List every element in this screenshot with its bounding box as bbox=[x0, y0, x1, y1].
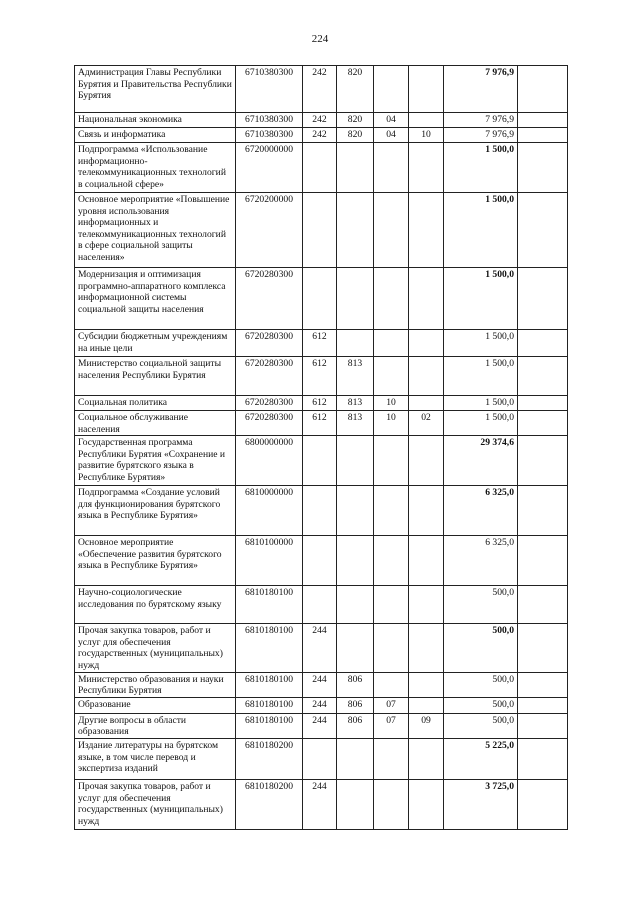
row-name: Социальное обслуживание населения bbox=[75, 411, 236, 436]
row-pr bbox=[409, 268, 444, 330]
row-name: Прочая закупка товаров, работ и услуг для обеспечения государственных (муниципальных) нужд bbox=[75, 624, 236, 672]
row-rz bbox=[374, 672, 409, 697]
row-gr: 813 bbox=[337, 411, 374, 436]
row-rz bbox=[374, 586, 409, 624]
row-rz bbox=[374, 268, 409, 330]
row-pr bbox=[409, 672, 444, 697]
row-name: Издание литературы на бурятском языке, в том числе перевод и экспертиза изданий bbox=[75, 738, 236, 779]
row-code: 6720200000 bbox=[236, 193, 303, 268]
row-pr: 02 bbox=[409, 411, 444, 436]
row-code: 6810180100 bbox=[236, 586, 303, 624]
row-name: Другие вопросы в области образования bbox=[75, 713, 236, 738]
row-sum: 1 500,0 bbox=[444, 330, 518, 357]
table-row bbox=[75, 268, 568, 330]
row-pr bbox=[409, 357, 444, 396]
row-extra bbox=[518, 624, 568, 672]
row-sum: 6 325,0 bbox=[444, 486, 518, 536]
row-extra bbox=[518, 486, 568, 536]
row-extra bbox=[518, 113, 568, 128]
row-vr: 244 bbox=[303, 624, 337, 672]
row-code: 6810180200 bbox=[236, 738, 303, 779]
row-code: 6720000000 bbox=[236, 143, 303, 193]
row-sum: 1 500,0 bbox=[444, 268, 518, 330]
row-vr bbox=[303, 193, 337, 268]
row-vr bbox=[303, 486, 337, 536]
row-rz: 07 bbox=[374, 697, 409, 713]
table-row bbox=[75, 779, 568, 829]
row-pr bbox=[409, 66, 444, 113]
table-row bbox=[75, 586, 568, 624]
row-code: 6710380300 bbox=[236, 66, 303, 113]
row-extra bbox=[518, 357, 568, 396]
row-pr bbox=[409, 396, 444, 411]
row-pr bbox=[409, 697, 444, 713]
row-code: 6810180100 bbox=[236, 672, 303, 697]
row-extra bbox=[518, 193, 568, 268]
row-pr bbox=[409, 486, 444, 536]
row-extra bbox=[518, 396, 568, 411]
table-row bbox=[75, 697, 568, 713]
row-rz: 10 bbox=[374, 411, 409, 436]
row-vr: 612 bbox=[303, 396, 337, 411]
row-rz: 07 bbox=[374, 713, 409, 738]
row-vr bbox=[303, 143, 337, 193]
row-sum: 29 374,6 bbox=[444, 436, 518, 486]
row-pr: 10 bbox=[409, 128, 444, 143]
row-sum: 7 976,9 bbox=[444, 66, 518, 113]
table-row bbox=[75, 738, 568, 779]
row-rz bbox=[374, 436, 409, 486]
table-row bbox=[75, 624, 568, 672]
row-extra bbox=[518, 66, 568, 113]
row-rz bbox=[374, 536, 409, 586]
row-sum: 5 225,0 bbox=[444, 738, 518, 779]
row-gr bbox=[337, 143, 374, 193]
row-code: 6810180100 bbox=[236, 713, 303, 738]
row-sum: 500,0 bbox=[444, 713, 518, 738]
row-extra bbox=[518, 536, 568, 586]
table-row bbox=[75, 713, 568, 738]
row-sum: 1 500,0 bbox=[444, 193, 518, 268]
row-vr: 612 bbox=[303, 357, 337, 396]
row-code: 6720280300 bbox=[236, 268, 303, 330]
row-pr bbox=[409, 113, 444, 128]
row-extra bbox=[518, 330, 568, 357]
row-vr: 244 bbox=[303, 713, 337, 738]
row-sum: 6 325,0 bbox=[444, 536, 518, 586]
row-extra bbox=[518, 697, 568, 713]
row-name: Образование bbox=[75, 697, 236, 713]
row-vr bbox=[303, 738, 337, 779]
row-pr bbox=[409, 143, 444, 193]
row-vr: 242 bbox=[303, 113, 337, 128]
row-extra bbox=[518, 128, 568, 143]
row-vr bbox=[303, 436, 337, 486]
row-sum: 1 500,0 bbox=[444, 411, 518, 436]
row-gr bbox=[337, 586, 374, 624]
row-vr: 612 bbox=[303, 330, 337, 357]
row-name: Министерство социальной защиты населения Республики Бурятия bbox=[75, 357, 236, 396]
table-row bbox=[75, 436, 568, 486]
table-row bbox=[75, 672, 568, 697]
table-row bbox=[75, 357, 568, 396]
row-code: 6720280300 bbox=[236, 396, 303, 411]
row-extra bbox=[518, 436, 568, 486]
row-gr bbox=[337, 330, 374, 357]
row-sum: 1 500,0 bbox=[444, 143, 518, 193]
page-number: 224 bbox=[311, 33, 329, 45]
row-extra bbox=[518, 713, 568, 738]
row-vr bbox=[303, 536, 337, 586]
row-rz: 10 bbox=[374, 396, 409, 411]
row-vr: 244 bbox=[303, 672, 337, 697]
row-gr bbox=[337, 486, 374, 536]
row-sum: 1 500,0 bbox=[444, 396, 518, 411]
row-gr: 820 bbox=[337, 113, 374, 128]
row-extra bbox=[518, 586, 568, 624]
row-rz bbox=[374, 143, 409, 193]
row-sum: 7 976,9 bbox=[444, 113, 518, 128]
row-gr: 806 bbox=[337, 672, 374, 697]
row-code: 6810180100 bbox=[236, 697, 303, 713]
row-pr bbox=[409, 436, 444, 486]
row-code: 6710380300 bbox=[236, 113, 303, 128]
row-name: Национальная экономика bbox=[75, 113, 236, 128]
table-row bbox=[75, 128, 568, 143]
row-pr bbox=[409, 738, 444, 779]
row-code: 6720280300 bbox=[236, 357, 303, 396]
row-name: Научно-социологические исследования по бурятскому языку bbox=[75, 586, 236, 624]
row-code: 6720280300 bbox=[236, 330, 303, 357]
row-gr bbox=[337, 268, 374, 330]
row-sum: 500,0 bbox=[444, 697, 518, 713]
row-pr bbox=[409, 193, 444, 268]
row-name: Подпрограмма «Использование информационно-телекоммуникационных технологий в социальной сфере» bbox=[75, 143, 236, 193]
row-extra bbox=[518, 779, 568, 829]
table-row bbox=[75, 330, 568, 357]
row-sum: 7 976,9 bbox=[444, 128, 518, 143]
row-rz bbox=[374, 357, 409, 396]
row-gr: 806 bbox=[337, 713, 374, 738]
row-vr: 244 bbox=[303, 779, 337, 829]
row-rz bbox=[374, 193, 409, 268]
row-gr bbox=[337, 779, 374, 829]
row-rz bbox=[374, 66, 409, 113]
row-gr bbox=[337, 624, 374, 672]
row-gr bbox=[337, 738, 374, 779]
row-extra bbox=[518, 411, 568, 436]
table-row bbox=[75, 396, 568, 411]
row-extra bbox=[518, 143, 568, 193]
row-gr: 820 bbox=[337, 66, 374, 113]
row-pr bbox=[409, 330, 444, 357]
row-sum: 500,0 bbox=[444, 672, 518, 697]
row-code: 6810180200 bbox=[236, 779, 303, 829]
row-name: Модернизация и оптимизация программно-аппаратного комплекса информационной системы социальной защиты населения bbox=[75, 268, 236, 330]
row-name: Основное мероприятие «Обеспечение развития бурятского языка в Республике Бурятия» bbox=[75, 536, 236, 586]
table-row bbox=[75, 193, 568, 268]
row-extra bbox=[518, 672, 568, 697]
row-rz bbox=[374, 779, 409, 829]
row-name: Социальная политика bbox=[75, 396, 236, 411]
table-row bbox=[75, 66, 568, 113]
row-name: Министерство образования и науки Республики Бурятия bbox=[75, 672, 236, 697]
row-vr: 242 bbox=[303, 66, 337, 113]
row-gr bbox=[337, 436, 374, 486]
row-gr bbox=[337, 536, 374, 586]
row-name: Администрация Главы Республики Бурятия и Правительства Республики Бурятия bbox=[75, 66, 236, 113]
row-sum: 1 500,0 bbox=[444, 357, 518, 396]
row-code: 6710380300 bbox=[236, 128, 303, 143]
row-vr: 244 bbox=[303, 697, 337, 713]
row-gr bbox=[337, 193, 374, 268]
row-code: 6810180100 bbox=[236, 624, 303, 672]
row-pr: 09 bbox=[409, 713, 444, 738]
row-vr: 242 bbox=[303, 128, 337, 143]
table-row bbox=[75, 486, 568, 536]
row-name: Основное мероприятие «Повышение уровня использования информационных и телекоммуникационных технологий в сфере социальной защиты населения» bbox=[75, 193, 236, 268]
row-vr bbox=[303, 586, 337, 624]
row-extra bbox=[518, 738, 568, 779]
row-name: Государственная программа Республики Бурятия «Сохранение и развитие бурятского языка в Республике Бурятия» bbox=[75, 436, 236, 486]
row-name: Подпрограмма «Создание условий для функционирования бурятского языка в Республике Бурятия» bbox=[75, 486, 236, 536]
row-sum: 3 725,0 bbox=[444, 779, 518, 829]
row-name: Связь и информатика bbox=[75, 128, 236, 143]
table-row bbox=[75, 536, 568, 586]
row-rz: 04 bbox=[374, 128, 409, 143]
row-sum: 500,0 bbox=[444, 586, 518, 624]
row-rz: 04 bbox=[374, 113, 409, 128]
row-gr: 806 bbox=[337, 697, 374, 713]
row-name: Прочая закупка товаров, работ и услуг для обеспечения государственных (муниципальных) нужд bbox=[75, 779, 236, 829]
row-rz bbox=[374, 486, 409, 536]
row-code: 6810100000 bbox=[236, 536, 303, 586]
row-code: 6720280300 bbox=[236, 411, 303, 436]
row-rz bbox=[374, 738, 409, 779]
budget-table bbox=[74, 65, 568, 830]
row-pr bbox=[409, 536, 444, 586]
row-extra bbox=[518, 268, 568, 330]
table-row bbox=[75, 411, 568, 436]
table-row bbox=[75, 113, 568, 128]
row-vr bbox=[303, 268, 337, 330]
table-row bbox=[75, 143, 568, 193]
row-rz bbox=[374, 624, 409, 672]
row-gr: 813 bbox=[337, 357, 374, 396]
row-pr bbox=[409, 779, 444, 829]
row-gr: 813 bbox=[337, 396, 374, 411]
row-vr: 612 bbox=[303, 411, 337, 436]
row-pr bbox=[409, 624, 444, 672]
row-name: Субсидии бюджетным учреждениям на иные цели bbox=[75, 330, 236, 357]
row-sum: 500,0 bbox=[444, 624, 518, 672]
row-rz bbox=[374, 330, 409, 357]
row-gr: 820 bbox=[337, 128, 374, 143]
row-code: 6800000000 bbox=[236, 436, 303, 486]
row-code: 6810000000 bbox=[236, 486, 303, 536]
row-pr bbox=[409, 586, 444, 624]
